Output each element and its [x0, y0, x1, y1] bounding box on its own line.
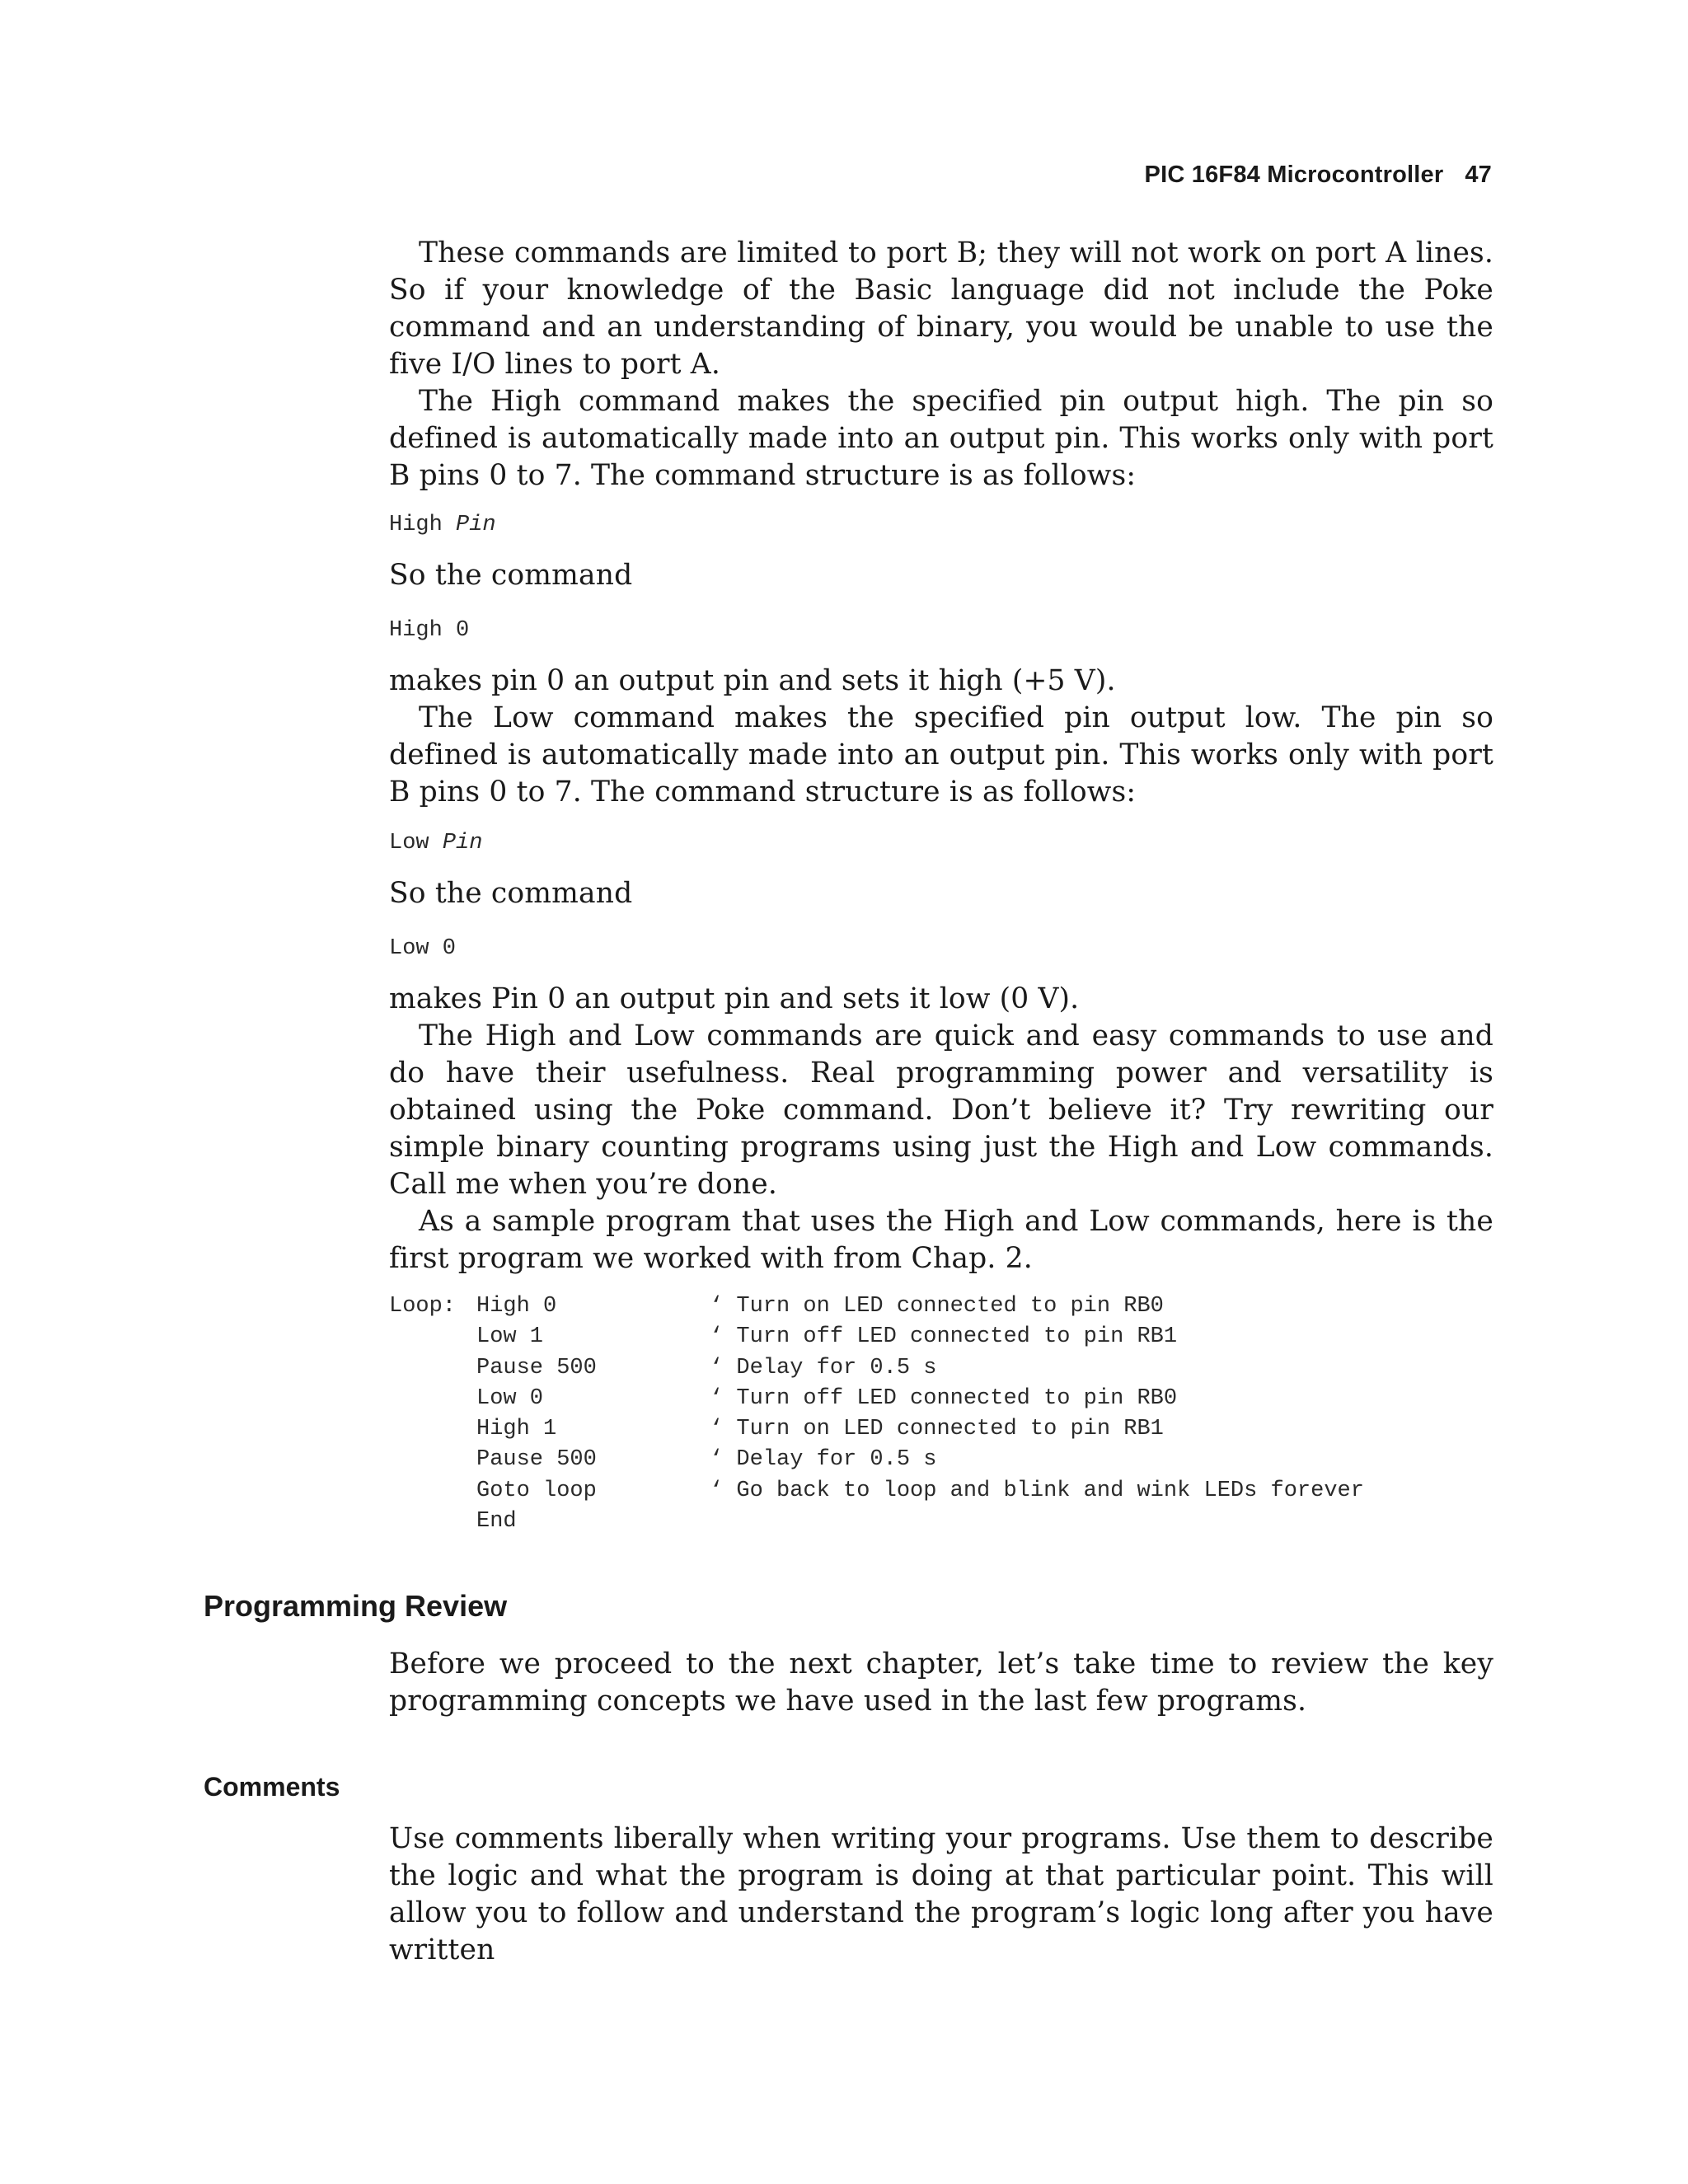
text-block-7	[389, 1821, 1493, 1969]
text-block-5	[389, 981, 1493, 1277]
program-listing	[389, 1291, 1364, 1537]
paragraph-so-the-command: So the command	[389, 559, 633, 592]
text-block-2	[389, 557, 1493, 594]
code-high-syntax	[389, 510, 496, 541]
code-keyword: High	[389, 513, 443, 537]
text-block-3	[389, 663, 1493, 811]
code-command: High 1	[476, 1417, 557, 1442]
code-command: End	[476, 1509, 517, 1535]
paragraph-review-intro: Before we proceed to the next chapter, let’s take time to review the key programming concepts we have used in the last few programs.	[389, 1647, 1493, 1718]
code-low-example: Low 0	[389, 936, 457, 961]
code-comment: ‘ Turn off LED connected to pin RB0	[710, 1385, 1178, 1411]
paragraph-high-result: makes pin 0 an output pin and sets it high (+5 V).	[389, 664, 1116, 697]
code-comment: ‘ Turn off LED connected to pin RB1	[710, 1324, 1178, 1350]
paragraph-high-command: The High command makes the specified pin output high. The pin so defined is automatically made into an output pin. This works only with port B pins 0 to 7. The command structure is as follows:	[389, 385, 1493, 492]
code-label	[389, 1322, 476, 1352]
code-command: Goto loop	[476, 1478, 597, 1503]
paragraph-low-command: The Low command makes the specified pin output low. The pin so defined is automatically made into an output pin. This works only with port B pins 0 to 7. The command structure is as follows:	[389, 701, 1493, 808]
code-arg: Pin	[456, 513, 496, 537]
code-label	[389, 1476, 476, 1507]
code-label	[389, 1353, 476, 1384]
running-head	[1145, 162, 1492, 189]
code-comment: ‘ Delay for 0.5 s	[710, 1355, 937, 1380]
code-line	[389, 1291, 1364, 1322]
code-low-syntax	[389, 828, 482, 859]
paragraph-port-b-limit: These commands are limited to port B; they will not work on port A lines. So if your knowledge of the Basic language did not include the Poke command and an understanding of binary, you would be unable to use the five I/O lines to port A.	[389, 237, 1493, 381]
code-line	[389, 1476, 1364, 1507]
code-line	[389, 1414, 1364, 1445]
code-comment: ‘ Turn on LED connected to pin RB0	[710, 1294, 1164, 1319]
paragraph-low-result: makes Pin 0 an output pin and sets it low (0 V).	[389, 982, 1080, 1015]
code-keyword: Low	[389, 831, 429, 855]
code-line	[389, 1384, 1364, 1414]
code-line	[389, 1507, 1364, 1537]
text-block-6	[389, 1646, 1493, 1720]
code-command: High 0	[476, 1294, 557, 1319]
text-block-4	[389, 875, 1493, 912]
code-comment: ‘ Go back to loop and blink and wink LEDs forever	[710, 1478, 1364, 1503]
code-command: Low 1	[476, 1324, 544, 1350]
subheading: Comments	[204, 1772, 340, 1802]
code-comment: ‘ Turn on LED connected to pin RB1	[710, 1417, 1164, 1442]
code-label	[389, 1445, 476, 1475]
code-line	[389, 1322, 1364, 1352]
section-heading: Programming Review	[204, 1589, 508, 1623]
code-label: Loop:	[389, 1294, 457, 1319]
code-label	[389, 1507, 476, 1537]
code-comment: ‘ Delay for 0.5 s	[710, 1447, 937, 1473]
code-command: Pause 500	[476, 1447, 597, 1473]
code-command: Pause 500	[476, 1355, 597, 1380]
code-line	[389, 1353, 1364, 1384]
paragraph-so-the-command: So the command	[389, 877, 633, 910]
code-label	[389, 1414, 476, 1445]
text-block-1	[389, 235, 1493, 494]
code-label	[389, 1384, 476, 1414]
code-command: Low 0	[476, 1385, 544, 1411]
code-line	[389, 1445, 1364, 1475]
code-high-example: High 0	[389, 618, 470, 643]
paragraph-sample-program: As a sample program that uses the High and Low commands, here is the first program we worked with from Chap. 2.	[389, 1205, 1493, 1275]
paragraph-comments: Use comments liberally when writing your programs. Use them to describe the logic and what the program is doing at that particular point. This will allow you to follow and understand the program’s logic long after you have written	[389, 1822, 1493, 1966]
running-title: PIC 16F84 Microcontroller	[1144, 162, 1444, 188]
paragraph-usefulness: The High and Low commands are quick and easy commands to use and do have their usefulness. Real programming power and versatility is obtained using the Poke command. Don’t believe it? Try rewriting our simple binary counting programs using just the High and Low commands. Call me when you’re done.	[389, 1019, 1493, 1201]
page-number: 47	[1465, 162, 1492, 188]
code-arg: Pin	[442, 831, 483, 855]
